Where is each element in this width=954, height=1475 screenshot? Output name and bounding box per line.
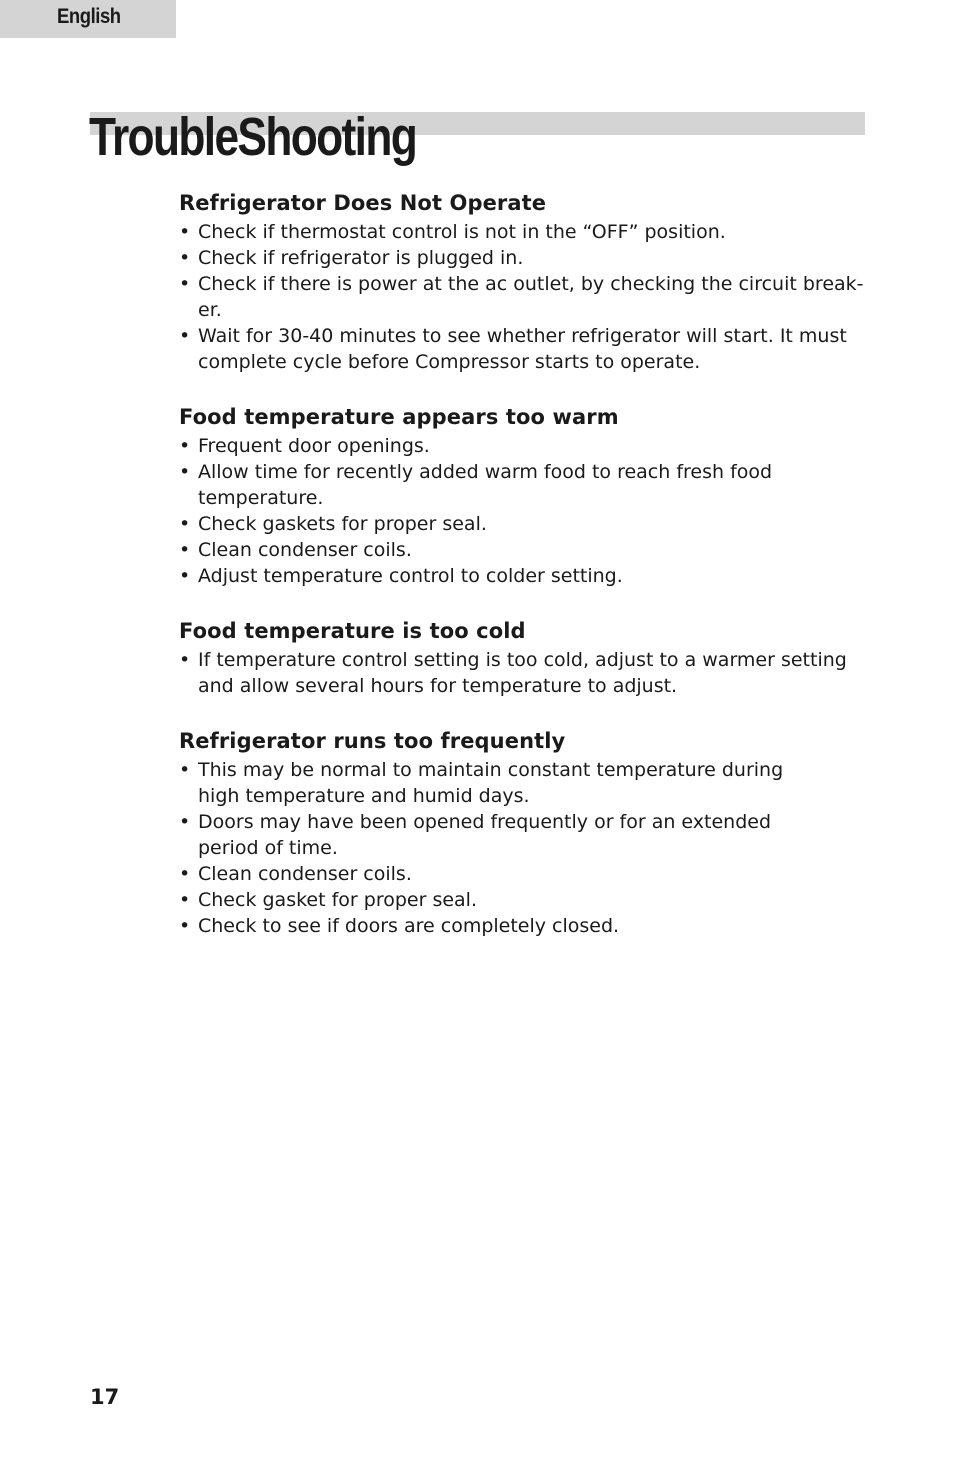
language-tab-label: English: [57, 5, 121, 28]
section-heading: Refrigerator Does Not Operate: [179, 191, 547, 215]
list-item: • Doors may have been opened frequently or for an extended period of time.: [179, 809, 869, 861]
list-item: • If temperature control setting is too cold, adjust to a warmer setting and allow several hours for temperature to adjust.: [179, 647, 869, 699]
list-item: • Adjust temperature control to colder setting.: [179, 563, 869, 589]
list-item: • Wait for 30-40 minutes to see whether refrigerator will start. It must complete cycle before Compressor starts to operate.: [179, 323, 869, 375]
list-item: • This may be normal to maintain constant temperature during high temperature and humid days.: [179, 757, 869, 809]
list-item: • Frequent door openings.: [179, 433, 869, 459]
section-too-cold: [179, 615, 869, 699]
page-title: TroubleShooting: [89, 107, 417, 167]
list-item: • Clean condenser coils.: [179, 537, 869, 563]
list-item: • Check to see if doors are completely closed.: [179, 913, 869, 939]
section-heading: Food temperature is too cold: [179, 619, 526, 643]
page-number: 17: [90, 1385, 120, 1409]
list-item: • Check if refrigerator is plugged in.: [179, 245, 869, 271]
list-item: • Check if there is power at the ac outlet, by checking the circuit break- er.: [179, 271, 869, 323]
bullet-list: [179, 219, 869, 375]
bullet-list: [179, 647, 869, 699]
list-item: • Check if thermostat control is not in the “OFF” position.: [179, 219, 869, 245]
list-item: • Allow time for recently added warm food to reach fresh food temperature.: [179, 459, 869, 511]
bullet-list: [179, 433, 869, 589]
list-item: • Check gasket for proper seal.: [179, 887, 869, 913]
language-tab: [0, 0, 176, 38]
list-item: • Check gaskets for proper seal.: [179, 511, 869, 537]
section-heading: Food temperature appears too warm: [179, 405, 619, 429]
section-does-not-operate: [179, 187, 869, 375]
section-heading: Refrigerator runs too frequently: [179, 729, 566, 753]
bullet-list: [179, 757, 869, 939]
section-too-warm: [179, 401, 869, 589]
section-runs-too-frequently: [179, 725, 869, 939]
list-item: • Clean condenser coils.: [179, 861, 869, 887]
troubleshooting-content: [179, 187, 869, 965]
